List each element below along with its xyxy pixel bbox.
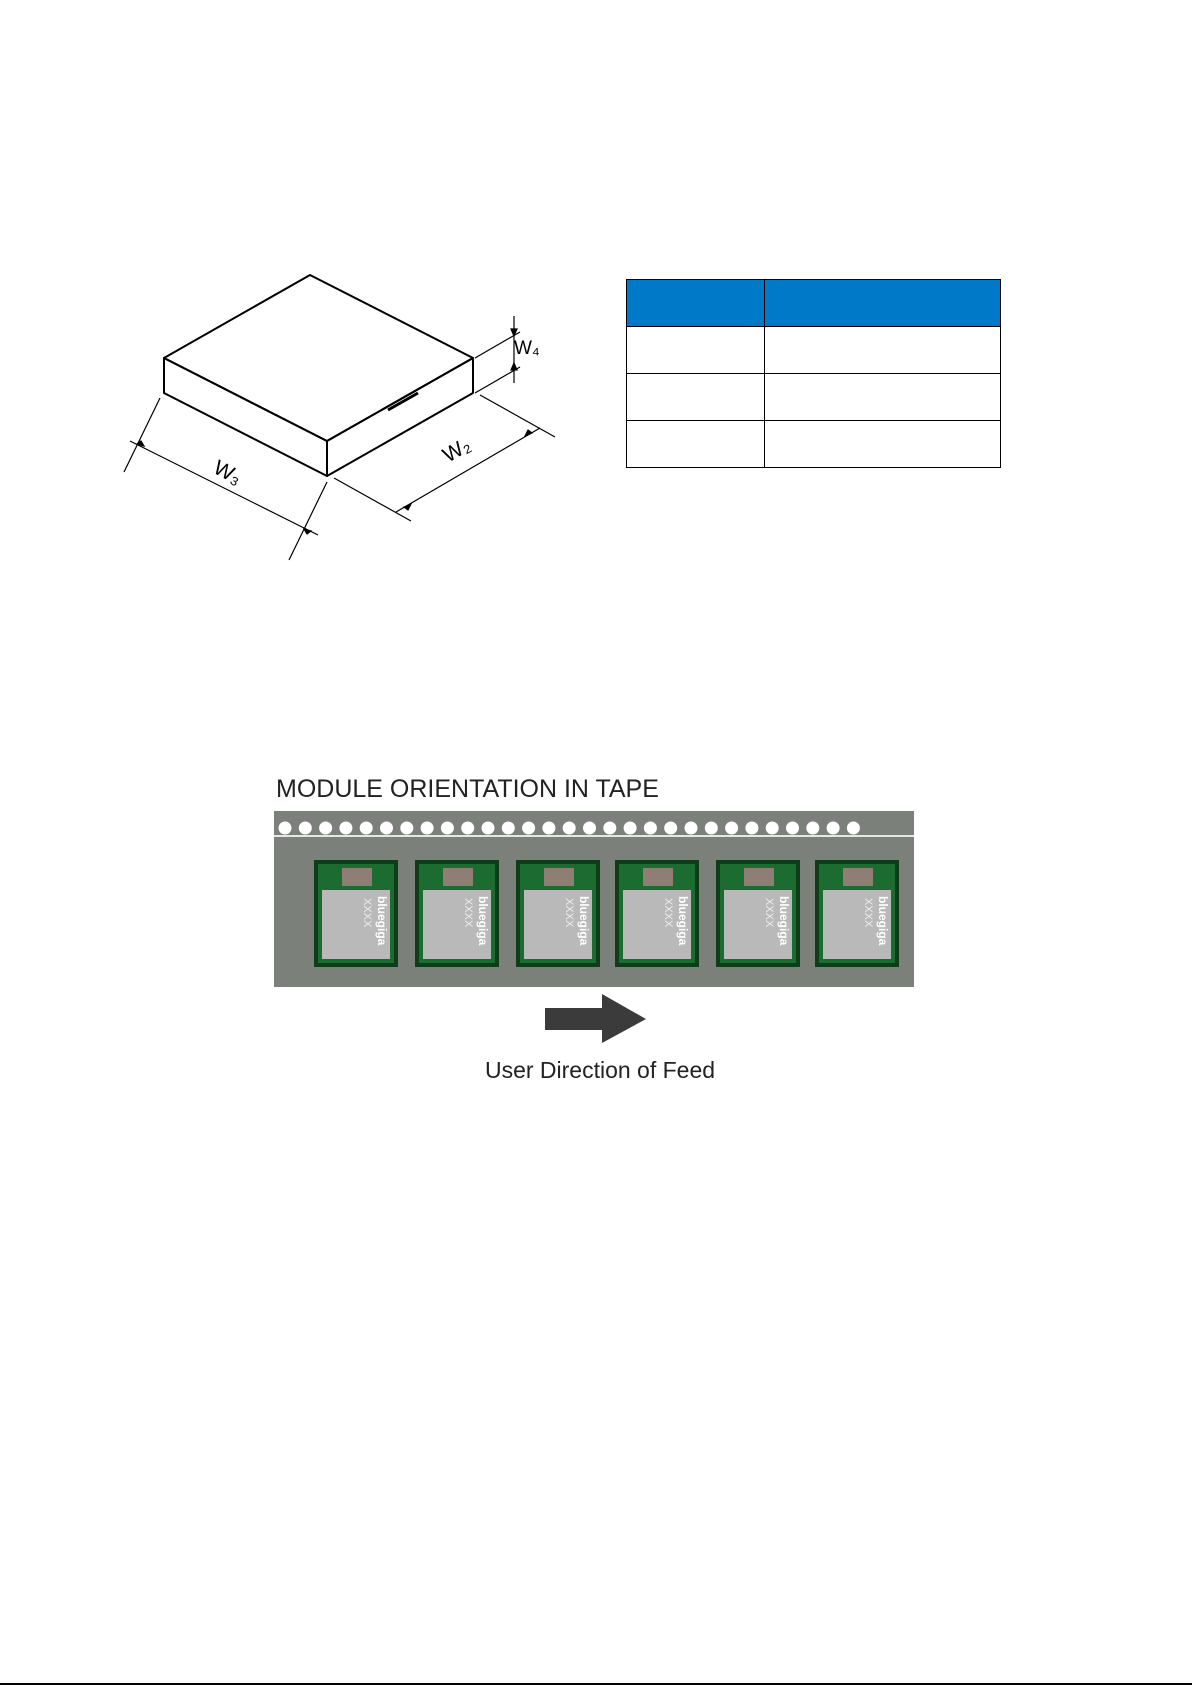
- module-brand-text: bluegiga: [476, 896, 490, 946]
- sprocket-hole: [847, 822, 860, 835]
- sprocket-hole: [624, 822, 637, 835]
- sprocket-hole: [745, 822, 758, 835]
- w2-label: W₂: [439, 433, 475, 468]
- sprocket-hole: [299, 822, 312, 835]
- module-antenna-chip: [342, 868, 372, 886]
- tape-module: [516, 860, 600, 967]
- sprocket-hole: [400, 822, 413, 835]
- sprocket-hole: [441, 822, 454, 835]
- tape-module: [716, 860, 800, 967]
- module-code-text: XXXX: [361, 898, 373, 928]
- sprocket-hole: [705, 822, 718, 835]
- module-code-text: XXXX: [763, 898, 775, 928]
- sprocket-hole: [360, 822, 373, 835]
- module-brand-text: bluegiga: [676, 896, 690, 946]
- sprocket-hole: [603, 822, 616, 835]
- sprocket-hole: [542, 822, 555, 835]
- sprocket-hole: [380, 822, 393, 835]
- module-code-text: XXXX: [662, 898, 674, 928]
- module-antenna-chip: [843, 868, 873, 886]
- tape-module: [415, 860, 499, 967]
- sprocket-hole: [827, 822, 840, 835]
- tape-module: [815, 860, 899, 967]
- module-brand-text: bluegiga: [577, 896, 591, 946]
- module-brand-text: bluegiga: [876, 896, 890, 946]
- module-antenna-chip: [544, 868, 574, 886]
- sprocket-hole: [279, 822, 292, 835]
- sprocket-hole: [685, 822, 698, 835]
- module-brand-text: bluegiga: [375, 896, 389, 946]
- sprocket-hole: [786, 822, 799, 835]
- sprocket-hole: [339, 822, 352, 835]
- sprocket-hole: [421, 822, 434, 835]
- sprocket-hole: [563, 822, 576, 835]
- sprocket-hole: [806, 822, 819, 835]
- tape-module: [314, 860, 398, 967]
- sprocket-hole: [502, 822, 515, 835]
- sprocket-hole: [766, 822, 779, 835]
- feed-direction-arrow-icon: [545, 994, 646, 1043]
- module-code-text: XXXX: [563, 898, 575, 928]
- module-brand-text: bluegiga: [777, 896, 791, 946]
- feed-direction-caption: User Direction of Feed: [484, 1057, 716, 1083]
- sprocket-hole: [583, 822, 596, 835]
- module-code-text: XXXX: [462, 898, 474, 928]
- w3-label: W₃: [209, 456, 246, 490]
- sprocket-hole: [644, 822, 657, 835]
- tape-module: [615, 860, 699, 967]
- sprocket-hole: [319, 822, 332, 835]
- sprocket-hole: [725, 822, 738, 835]
- sprocket-hole: [461, 822, 474, 835]
- sprocket-holes: [279, 822, 860, 835]
- tape-title: MODULE ORIENTATION IN TAPE: [276, 775, 659, 803]
- w4-label: W₄: [514, 338, 540, 359]
- sprocket-hole: [522, 822, 535, 835]
- sprocket-hole: [482, 822, 495, 835]
- module-antenna-chip: [744, 868, 774, 886]
- module-antenna-chip: [443, 868, 473, 886]
- module-code-text: XXXX: [862, 898, 874, 928]
- module-antenna-chip: [643, 868, 673, 886]
- sprocket-hole: [664, 822, 677, 835]
